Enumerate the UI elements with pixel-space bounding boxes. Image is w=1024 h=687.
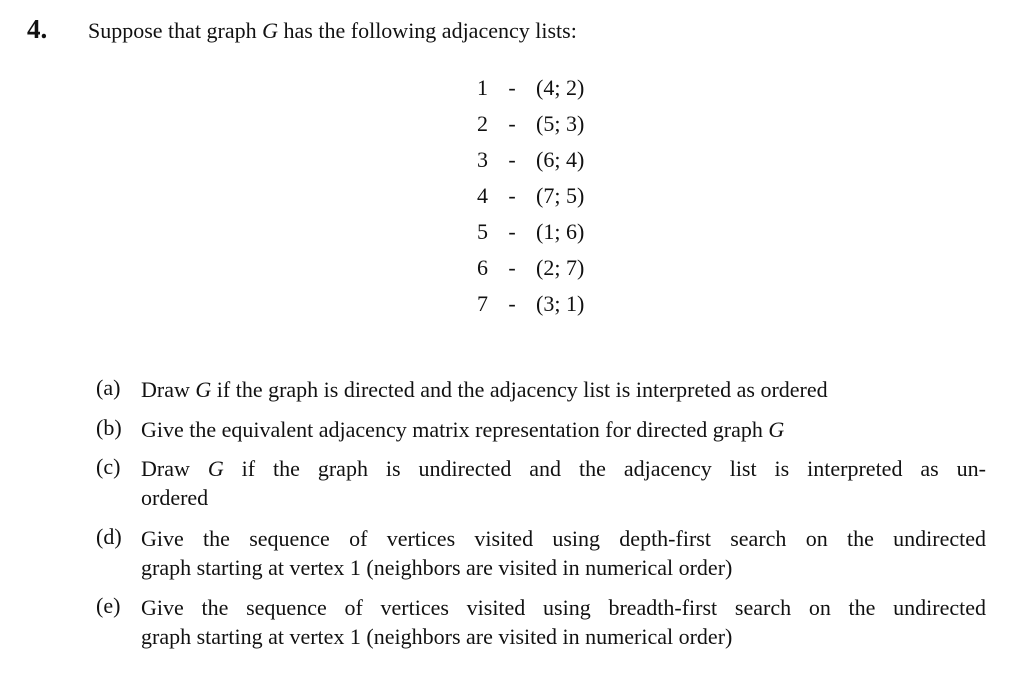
adjacency-row xyxy=(468,70,584,106)
part-label: (b) xyxy=(96,415,122,440)
vertex: 3 xyxy=(477,147,488,172)
adjacency-row xyxy=(468,142,584,178)
neighbor-list: (4; 2) xyxy=(536,75,585,100)
text: Draw xyxy=(141,456,208,481)
dash: - xyxy=(508,255,516,280)
part-text-line1 xyxy=(141,454,986,483)
part-e xyxy=(96,593,986,651)
part-a xyxy=(96,375,986,404)
part-text-line1: Give the sequence of vertices visited using depth-first search on the undirected xyxy=(141,526,986,551)
intro-text: Suppose that graph xyxy=(88,18,263,43)
dash: - xyxy=(508,147,516,172)
part-text xyxy=(141,375,986,404)
neighbor-list: (5; 3) xyxy=(536,111,585,136)
neighbor-list: (2; 7) xyxy=(536,255,585,280)
neighbor-list: (1; 6) xyxy=(536,219,585,244)
part-label: (d) xyxy=(96,524,122,549)
text: if the graph is directed and the adjacency list is interpreted as ordered xyxy=(211,377,828,402)
adjacency-row xyxy=(468,250,584,286)
vertex: 2 xyxy=(477,111,488,136)
vertex: 5 xyxy=(477,219,488,244)
adjacency-row xyxy=(468,106,584,142)
part-text xyxy=(141,415,986,444)
dash: - xyxy=(508,75,516,100)
problem-number: 4. xyxy=(27,14,48,44)
vertex: 6 xyxy=(477,255,488,280)
part-label: (e) xyxy=(96,593,121,618)
part-text-line2: graph starting at vertex 1 (neighbors are visited in numerical order) xyxy=(141,624,733,649)
part-label: (c) xyxy=(96,454,121,479)
adjacency-lists xyxy=(468,70,584,322)
part-c xyxy=(96,454,986,512)
dash: - xyxy=(508,111,516,136)
part-label: (a) xyxy=(96,375,121,400)
graph-variable: G xyxy=(195,377,212,402)
graph-variable: G xyxy=(768,417,785,442)
vertex: 4 xyxy=(477,183,488,208)
adjacency-row xyxy=(468,214,584,250)
vertex: 1 xyxy=(477,75,488,100)
problem-intro xyxy=(88,18,577,44)
dash: - xyxy=(508,183,516,208)
vertex: 7 xyxy=(477,291,488,316)
adjacency-row xyxy=(468,286,584,322)
neighbor-list: (6; 4) xyxy=(536,147,585,172)
text: Give the equivalent adjacency matrix representation for directed graph xyxy=(141,417,769,442)
part-text-line2: ordered xyxy=(141,485,209,510)
dash: - xyxy=(508,291,516,316)
part-text-line2: graph starting at vertex 1 (neighbors are visited in numerical order) xyxy=(141,555,733,580)
graph-variable: G xyxy=(262,18,279,43)
part-b xyxy=(96,415,986,444)
part-d xyxy=(96,524,986,582)
adjacency-row xyxy=(468,178,584,214)
text: Draw xyxy=(141,377,196,402)
part-text-line1: Give the sequence of vertices visited using breadth-first search on the undirected xyxy=(141,595,986,620)
dash: - xyxy=(508,219,516,244)
graph-variable: G xyxy=(207,456,224,481)
neighbor-list: (7; 5) xyxy=(536,183,585,208)
text: if the graph is undirected and the adjacency list is interpreted as un- xyxy=(223,456,986,481)
intro-text: has the following adjacency lists: xyxy=(278,18,577,43)
neighbor-list: (3; 1) xyxy=(536,291,585,316)
